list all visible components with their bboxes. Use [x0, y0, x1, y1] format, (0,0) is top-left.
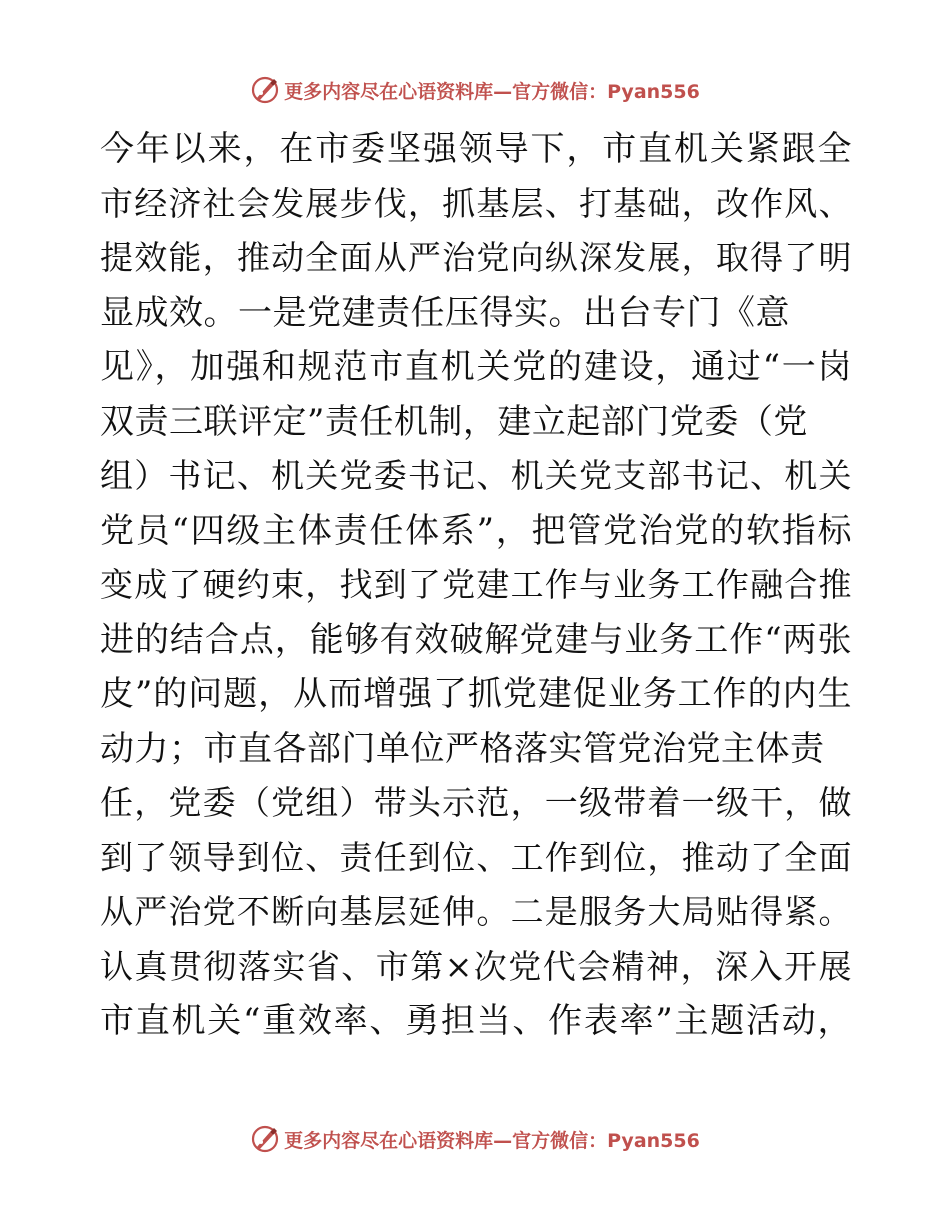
body-line: 市经济社会发展步伐，抓基层、打基础，改作风、 [100, 183, 852, 223]
body-line: 党员“四级主体责任体系”，把管党治党的软指标 [100, 510, 852, 551]
header-banner [0, 72, 950, 108]
body-line: 变成了硬约束，找到了党建工作与业务工作融合推 [100, 565, 852, 604]
body-line: 组）书记、机关党委书记、机关党支部书记、机关 [100, 456, 852, 495]
document-body [100, 122, 852, 1049]
footer-banner-text: 更多内容尽在心语资料库—官方微信：Pyan556 [284, 1129, 700, 1152]
body-line: 到了领导到位、责任到位、工作到位，推动了全面 [100, 837, 852, 877]
body-line: 任，党委（党组）带头示范，一级带着一级干，做 [100, 783, 852, 822]
body-line: 提效能，推动全面从严治党向纵深发展，取得了明 [100, 238, 852, 277]
body-line: 显成效。一是党建责任压得实。出台专门《意 [100, 292, 790, 333]
body-line: 见》，加强和规范市直机关党的建设，通过“一岗 [100, 347, 852, 387]
body-line: 认真贯彻落实省、市第×次党代会精神，深入开展 [100, 946, 852, 986]
body-line: 皮”的问题，从而增强了抓党建促业务工作的内生 [100, 674, 852, 714]
body-line: 双责三联评定”责任机制，建立起部门党委（党 [100, 401, 808, 442]
footer-banner-content [250, 1124, 700, 1154]
body-line: 进的结合点，能够有效破解党建与业务工作“两张 [100, 619, 852, 660]
header-banner-text: 更多内容尽在心语资料库—官方微信：Pyan556 [284, 80, 700, 103]
pen-logo-icon [250, 75, 280, 105]
body-line: 从严治党不断向基层延伸。二是服务大局贴得紧。 [100, 892, 852, 931]
pen-logo-icon [250, 1124, 280, 1154]
body-line: 动力；市直各部门单位严格落实管党治党主体责 [100, 728, 825, 769]
header-banner-content [250, 75, 700, 105]
body-line: 今年以来，在市委坚强领导下，市直机关紧跟全 [100, 129, 852, 169]
body-line: 市直机关“重效率、勇担当、作表率”主题活动， [100, 1001, 852, 1041]
footer-banner [0, 1121, 950, 1157]
